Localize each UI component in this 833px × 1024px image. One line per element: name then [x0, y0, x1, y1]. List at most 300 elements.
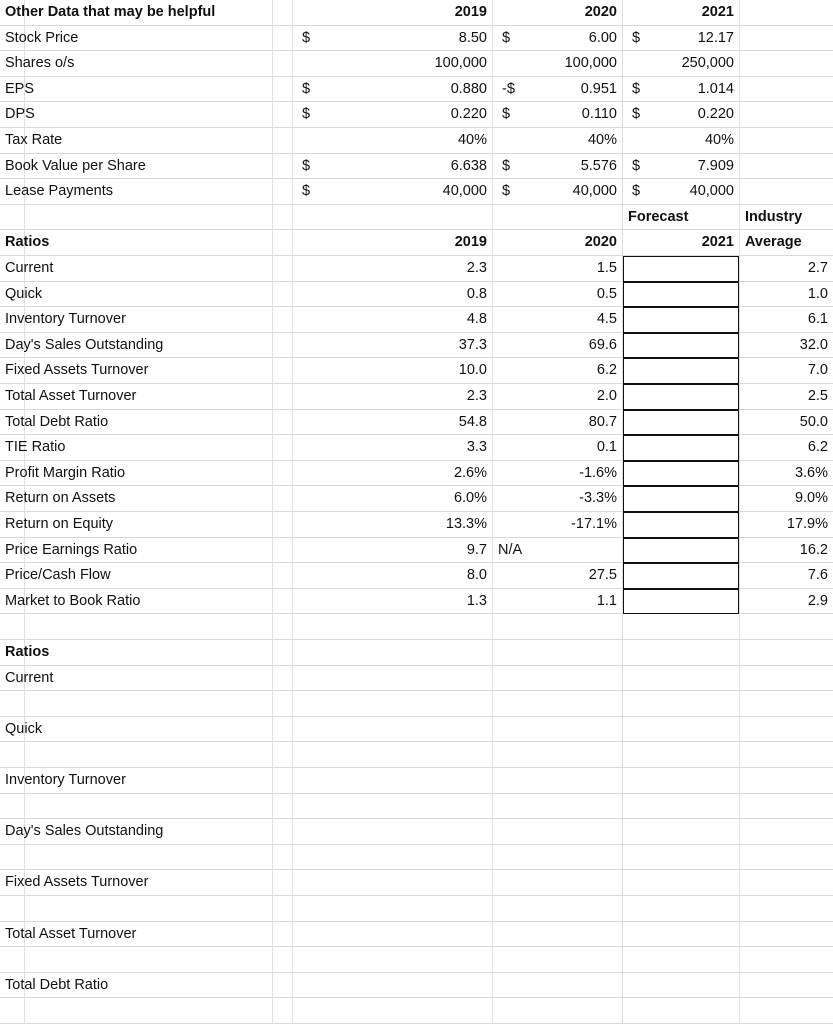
cell-e[interactable]: [622, 922, 739, 947]
cell-d[interactable]: [492, 947, 622, 972]
cell-f[interactable]: [739, 794, 833, 819]
cell-d[interactable]: [492, 998, 622, 1023]
row-label: Tax Rate: [5, 132, 63, 148]
cell-f[interactable]: [739, 77, 833, 102]
cell-c[interactable]: [292, 256, 492, 281]
cell-label[interactable]: [0, 26, 272, 51]
cell-c[interactable]: [292, 998, 492, 1023]
cell-c[interactable]: [292, 435, 492, 460]
cell-f[interactable]: [739, 256, 833, 281]
cell-e[interactable]: [622, 358, 739, 383]
cell-label[interactable]: [0, 614, 272, 639]
forecast-input-box[interactable]: [623, 538, 739, 564]
cell-label[interactable]: [0, 205, 272, 230]
cell-e[interactable]: [622, 461, 739, 486]
table-row: [0, 51, 833, 77]
cell-b[interactable]: [272, 794, 292, 819]
cell-value: 40%: [704, 132, 734, 148]
cell-value: 2.7: [807, 260, 828, 276]
forecast-input-box[interactable]: [623, 461, 739, 487]
cell-label[interactable]: [0, 666, 272, 691]
table-row: [0, 333, 833, 359]
cell-c[interactable]: [292, 742, 492, 767]
cell-label[interactable]: [0, 384, 272, 409]
cell-e[interactable]: [622, 691, 739, 716]
cell-d[interactable]: [492, 614, 622, 639]
cell-e[interactable]: [622, 435, 739, 460]
cell-value: 40,000: [442, 183, 487, 200]
cell-e[interactable]: [622, 0, 739, 25]
cell-b[interactable]: [272, 922, 292, 947]
cell-label[interactable]: [0, 128, 272, 153]
forecast-input-box[interactable]: [623, 333, 739, 359]
cell-f[interactable]: [739, 819, 833, 844]
cell-b[interactable]: [272, 845, 292, 870]
cell-b[interactable]: [272, 896, 292, 921]
cell-label[interactable]: [0, 794, 272, 819]
cell-label[interactable]: [0, 538, 272, 563]
cell-d[interactable]: [492, 256, 622, 281]
cell-f[interactable]: [739, 205, 833, 230]
cell-e[interactable]: [622, 77, 739, 102]
cell-e[interactable]: [622, 768, 739, 793]
cell-f[interactable]: [739, 614, 833, 639]
cell-label[interactable]: [0, 742, 272, 767]
cell-d[interactable]: [492, 0, 622, 25]
cell-d[interactable]: [492, 973, 622, 998]
cell-c[interactable]: [292, 640, 492, 665]
cell-c[interactable]: [292, 282, 492, 307]
cell-b[interactable]: [272, 230, 292, 255]
forecast-input-box[interactable]: [623, 384, 739, 410]
cell-label[interactable]: [0, 870, 272, 895]
cell-d[interactable]: [492, 922, 622, 947]
cell-value: 80.7: [588, 413, 617, 430]
cell-b[interactable]: [272, 51, 292, 76]
cell-b[interactable]: [272, 998, 292, 1023]
table-row: [0, 640, 833, 666]
cell-d[interactable]: [492, 154, 622, 179]
cell-d[interactable]: [492, 666, 622, 691]
forecast-input-box[interactable]: [623, 256, 739, 282]
cell-e[interactable]: [622, 538, 739, 563]
cell-c[interactable]: [292, 973, 492, 998]
cell-b[interactable]: [272, 486, 292, 511]
cell-c[interactable]: [292, 77, 492, 102]
cell-value: 2.0: [596, 388, 617, 404]
cell-label[interactable]: [0, 922, 272, 947]
cell-f[interactable]: [739, 717, 833, 742]
cell-b[interactable]: [272, 26, 292, 51]
cell-b[interactable]: [272, 358, 292, 383]
cell-value: 17.9%: [786, 516, 828, 532]
cell-d[interactable]: [492, 307, 622, 332]
currency-symbol: $: [302, 183, 311, 200]
cell-c[interactable]: [292, 512, 492, 537]
cell-c[interactable]: [292, 794, 492, 819]
row-label: DPS: [5, 106, 35, 123]
cell-e[interactable]: [622, 563, 739, 588]
cell-c[interactable]: [292, 461, 492, 486]
cell-b[interactable]: [272, 947, 292, 972]
cell-value: 0.1: [596, 439, 617, 456]
cell-e[interactable]: [622, 102, 739, 127]
cell-b[interactable]: [272, 512, 292, 537]
cell-label[interactable]: [0, 768, 272, 793]
cell-label[interactable]: [0, 256, 272, 281]
cell-f[interactable]: [739, 998, 833, 1023]
cell-f[interactable]: [739, 333, 833, 358]
cell-label[interactable]: [0, 358, 272, 383]
cell-e[interactable]: [622, 717, 739, 742]
table-row: [0, 742, 833, 768]
cell-c[interactable]: [292, 384, 492, 409]
cell-b[interactable]: [272, 870, 292, 895]
cell-d[interactable]: [492, 102, 622, 127]
cell-d[interactable]: [492, 717, 622, 742]
currency-symbol: $: [502, 106, 511, 123]
cell-d[interactable]: [492, 26, 622, 51]
cell-c[interactable]: [292, 819, 492, 844]
cell-label[interactable]: [0, 819, 272, 844]
cell-f[interactable]: [739, 538, 833, 563]
cell-label[interactable]: [0, 77, 272, 102]
forecast-input-box[interactable]: [623, 512, 739, 538]
row-label: Inventory Turnover: [5, 311, 126, 328]
cell-f[interactable]: [739, 486, 833, 511]
cell-b[interactable]: [272, 614, 292, 639]
cell-value: 2.5: [807, 388, 828, 404]
cell-label[interactable]: [0, 717, 272, 742]
cell-f[interactable]: [739, 640, 833, 665]
cell-value: 100,000: [434, 55, 487, 72]
cell-label[interactable]: [0, 691, 272, 716]
cell-f[interactable]: [739, 666, 833, 691]
cell-c[interactable]: [292, 102, 492, 127]
cell-d[interactable]: [492, 870, 622, 895]
cell-label[interactable]: [0, 179, 272, 204]
cell-b[interactable]: [272, 819, 292, 844]
cell-e[interactable]: [622, 614, 739, 639]
cell-c[interactable]: [292, 51, 492, 76]
cell-f[interactable]: [739, 51, 833, 76]
cell-e[interactable]: [622, 947, 739, 972]
cell-label[interactable]: [0, 51, 272, 76]
cell-f[interactable]: [739, 461, 833, 486]
cell-label[interactable]: [0, 461, 272, 486]
cell-f[interactable]: [739, 589, 833, 614]
cell-d[interactable]: [492, 128, 622, 153]
cell-d[interactable]: [492, 51, 622, 76]
cell-b[interactable]: [272, 0, 292, 25]
cell-e[interactable]: [622, 282, 739, 307]
cell-d[interactable]: [492, 512, 622, 537]
cell-f[interactable]: [739, 896, 833, 921]
cell-e[interactable]: [622, 896, 739, 921]
table-row: [0, 205, 833, 231]
cell-c[interactable]: [292, 691, 492, 716]
cell-e[interactable]: [622, 205, 739, 230]
cell-f[interactable]: [739, 154, 833, 179]
cell-label[interactable]: [0, 845, 272, 870]
cell-e[interactable]: [622, 666, 739, 691]
cell-e[interactable]: [622, 512, 739, 537]
cell-e[interactable]: [622, 870, 739, 895]
cell-e[interactable]: [622, 640, 739, 665]
cell-f[interactable]: [739, 26, 833, 51]
cell-label[interactable]: [0, 589, 272, 614]
table-row: [0, 435, 833, 461]
cell-f[interactable]: [739, 410, 833, 435]
cell-label[interactable]: [0, 563, 272, 588]
cell-b[interactable]: [272, 435, 292, 460]
cell-value: 40,000: [689, 183, 734, 200]
cell-d[interactable]: [492, 486, 622, 511]
cell-value: 1.3: [466, 592, 487, 609]
forecast-input-box[interactable]: [623, 589, 739, 615]
cell-d[interactable]: [492, 742, 622, 767]
cell-value: 100,000: [564, 55, 617, 72]
cell-d[interactable]: [492, 179, 622, 204]
cell-f[interactable]: [739, 512, 833, 537]
cell-e[interactable]: [622, 26, 739, 51]
currency-symbol: $: [502, 157, 511, 174]
cell-b[interactable]: [272, 256, 292, 281]
cell-f[interactable]: [739, 128, 833, 153]
cell-value: 1.1: [596, 592, 617, 609]
cell-value: 0.951: [580, 80, 617, 97]
cell-c[interactable]: [292, 563, 492, 588]
cell-label[interactable]: [0, 640, 272, 665]
cell-e[interactable]: [622, 794, 739, 819]
cell-d[interactable]: [492, 691, 622, 716]
table-row: [0, 128, 833, 154]
row-label: Shares o/s: [5, 55, 75, 72]
cell-d[interactable]: [492, 333, 622, 358]
forecast-input-box[interactable]: [623, 410, 739, 436]
cell-label[interactable]: [0, 102, 272, 127]
cell-b[interactable]: [272, 128, 292, 153]
cell-label[interactable]: [0, 973, 272, 998]
cell-d[interactable]: [492, 819, 622, 844]
cell-d[interactable]: [492, 461, 622, 486]
cell-label[interactable]: [0, 154, 272, 179]
cell-b[interactable]: [272, 307, 292, 332]
cell-b[interactable]: [272, 410, 292, 435]
currency-symbol: $: [632, 183, 641, 200]
cell-value: 10.0: [458, 362, 487, 379]
cell-d[interactable]: [492, 563, 622, 588]
table-row: [0, 589, 833, 615]
cell-c[interactable]: [292, 205, 492, 230]
cell-f[interactable]: [739, 563, 833, 588]
cell-b[interactable]: [272, 154, 292, 179]
cell-c[interactable]: [292, 486, 492, 511]
row-label: Lease Payments: [5, 183, 114, 200]
cell-c[interactable]: [292, 410, 492, 435]
cell-c[interactable]: [292, 870, 492, 895]
cell-b[interactable]: [272, 666, 292, 691]
row-label: Day's Sales Outstanding: [5, 336, 164, 353]
cell-e[interactable]: [622, 154, 739, 179]
cell-f[interactable]: [739, 691, 833, 716]
cell-b[interactable]: [272, 384, 292, 409]
cell-e[interactable]: [622, 128, 739, 153]
forecast-input-box[interactable]: [623, 563, 739, 589]
cell-label[interactable]: [0, 307, 272, 332]
cell-d[interactable]: [492, 768, 622, 793]
cell-b[interactable]: [272, 691, 292, 716]
cell-f[interactable]: [739, 742, 833, 767]
table-row: [0, 563, 833, 589]
cell-d[interactable]: [492, 538, 622, 563]
cell-c[interactable]: [292, 666, 492, 691]
cell-d[interactable]: [492, 435, 622, 460]
cell-b[interactable]: [272, 179, 292, 204]
cell-e[interactable]: [622, 998, 739, 1023]
cell-f[interactable]: [739, 922, 833, 947]
cell-f[interactable]: [739, 947, 833, 972]
cell-value: -17.1%: [571, 516, 617, 532]
cell-d[interactable]: [492, 358, 622, 383]
cell-c[interactable]: [292, 179, 492, 204]
cell-f[interactable]: [739, 973, 833, 998]
cell-e[interactable]: [622, 410, 739, 435]
cell-c[interactable]: [292, 538, 492, 563]
cell-d[interactable]: [492, 589, 622, 614]
cell-b[interactable]: [272, 77, 292, 102]
cell-d[interactable]: [492, 640, 622, 665]
cell-b[interactable]: [272, 589, 292, 614]
table-row: [0, 384, 833, 410]
cell-d[interactable]: [492, 205, 622, 230]
cell-f[interactable]: [739, 870, 833, 895]
table-row: [0, 154, 833, 180]
cell-label[interactable]: [0, 0, 272, 25]
cell-c[interactable]: [292, 0, 492, 25]
cell-e[interactable]: [622, 230, 739, 255]
cell-d[interactable]: [492, 794, 622, 819]
cell-b[interactable]: [272, 973, 292, 998]
cell-b[interactable]: [272, 538, 292, 563]
cell-c[interactable]: [292, 717, 492, 742]
cell-d[interactable]: [492, 410, 622, 435]
forecast-input-box[interactable]: [623, 358, 739, 384]
cell-e[interactable]: [622, 51, 739, 76]
cell-f[interactable]: [739, 0, 833, 25]
cell-b[interactable]: [272, 768, 292, 793]
cell-c[interactable]: [292, 26, 492, 51]
cell-e[interactable]: [622, 179, 739, 204]
cell-e[interactable]: [622, 307, 739, 332]
cell-c[interactable]: [292, 154, 492, 179]
cell-d[interactable]: [492, 896, 622, 921]
cell-f[interactable]: [739, 282, 833, 307]
cell-d[interactable]: [492, 230, 622, 255]
cell-f[interactable]: [739, 179, 833, 204]
cell-e[interactable]: [622, 384, 739, 409]
cell-e[interactable]: [622, 589, 739, 614]
cell-b[interactable]: [272, 282, 292, 307]
cell-e[interactable]: [622, 256, 739, 281]
currency-symbol: $: [502, 183, 511, 200]
forecast-input-box[interactable]: [623, 486, 739, 512]
cell-c[interactable]: [292, 589, 492, 614]
cell-c[interactable]: [292, 896, 492, 921]
cell-f[interactable]: [739, 307, 833, 332]
cell-label[interactable]: [0, 282, 272, 307]
row-label: Total Asset Turnover: [5, 925, 137, 942]
cell-f[interactable]: [739, 384, 833, 409]
cell-b[interactable]: [272, 717, 292, 742]
cell-c[interactable]: [292, 922, 492, 947]
cell-f[interactable]: [739, 435, 833, 460]
cell-b[interactable]: [272, 461, 292, 486]
cell-b[interactable]: [272, 742, 292, 767]
table-row: [0, 973, 833, 999]
cell-c[interactable]: [292, 614, 492, 639]
cell-label[interactable]: [0, 230, 272, 255]
cell-value: 6.0%: [453, 490, 487, 507]
cell-label[interactable]: [0, 947, 272, 972]
cell-e[interactable]: [622, 819, 739, 844]
cell-b[interactable]: [272, 563, 292, 588]
forecast-input-box[interactable]: [623, 435, 739, 461]
forecast-input-box[interactable]: [623, 307, 739, 333]
cell-f[interactable]: [739, 768, 833, 793]
cell-c[interactable]: [292, 358, 492, 383]
cell-value: 7.6: [807, 567, 828, 584]
cell-e[interactable]: [622, 742, 739, 767]
cell-c[interactable]: [292, 307, 492, 332]
cell-c[interactable]: [292, 333, 492, 358]
cell-b[interactable]: [272, 102, 292, 127]
cell-b[interactable]: [272, 640, 292, 665]
cell-d[interactable]: [492, 384, 622, 409]
cell-e[interactable]: [622, 486, 739, 511]
row-label: TIE Ratio: [5, 439, 66, 456]
cell-label[interactable]: [0, 435, 272, 460]
cell-e[interactable]: [622, 845, 739, 870]
cell-f[interactable]: [739, 102, 833, 127]
cell-c[interactable]: [292, 128, 492, 153]
cell-d[interactable]: [492, 282, 622, 307]
cell-label[interactable]: [0, 896, 272, 921]
cell-b[interactable]: [272, 333, 292, 358]
cell-f[interactable]: [739, 845, 833, 870]
cell-f[interactable]: [739, 358, 833, 383]
cell-c[interactable]: [292, 947, 492, 972]
cell-label[interactable]: [0, 333, 272, 358]
cell-label[interactable]: [0, 998, 272, 1023]
table-row: [0, 77, 833, 103]
cell-f[interactable]: [739, 230, 833, 255]
cell-label[interactable]: [0, 486, 272, 511]
cell-value: 6.2: [807, 439, 828, 456]
cell-label[interactable]: [0, 410, 272, 435]
cell-c[interactable]: [292, 768, 492, 793]
cell-label[interactable]: [0, 512, 272, 537]
row-label: Fixed Assets Turnover: [5, 874, 149, 891]
cell-d[interactable]: [492, 845, 622, 870]
cell-c[interactable]: [292, 845, 492, 870]
cell-e[interactable]: [622, 333, 739, 358]
cell-d[interactable]: [492, 77, 622, 102]
cell-b[interactable]: [272, 205, 292, 230]
forecast-input-box[interactable]: [623, 282, 739, 308]
cell-e[interactable]: [622, 973, 739, 998]
cell-c[interactable]: [292, 230, 492, 255]
